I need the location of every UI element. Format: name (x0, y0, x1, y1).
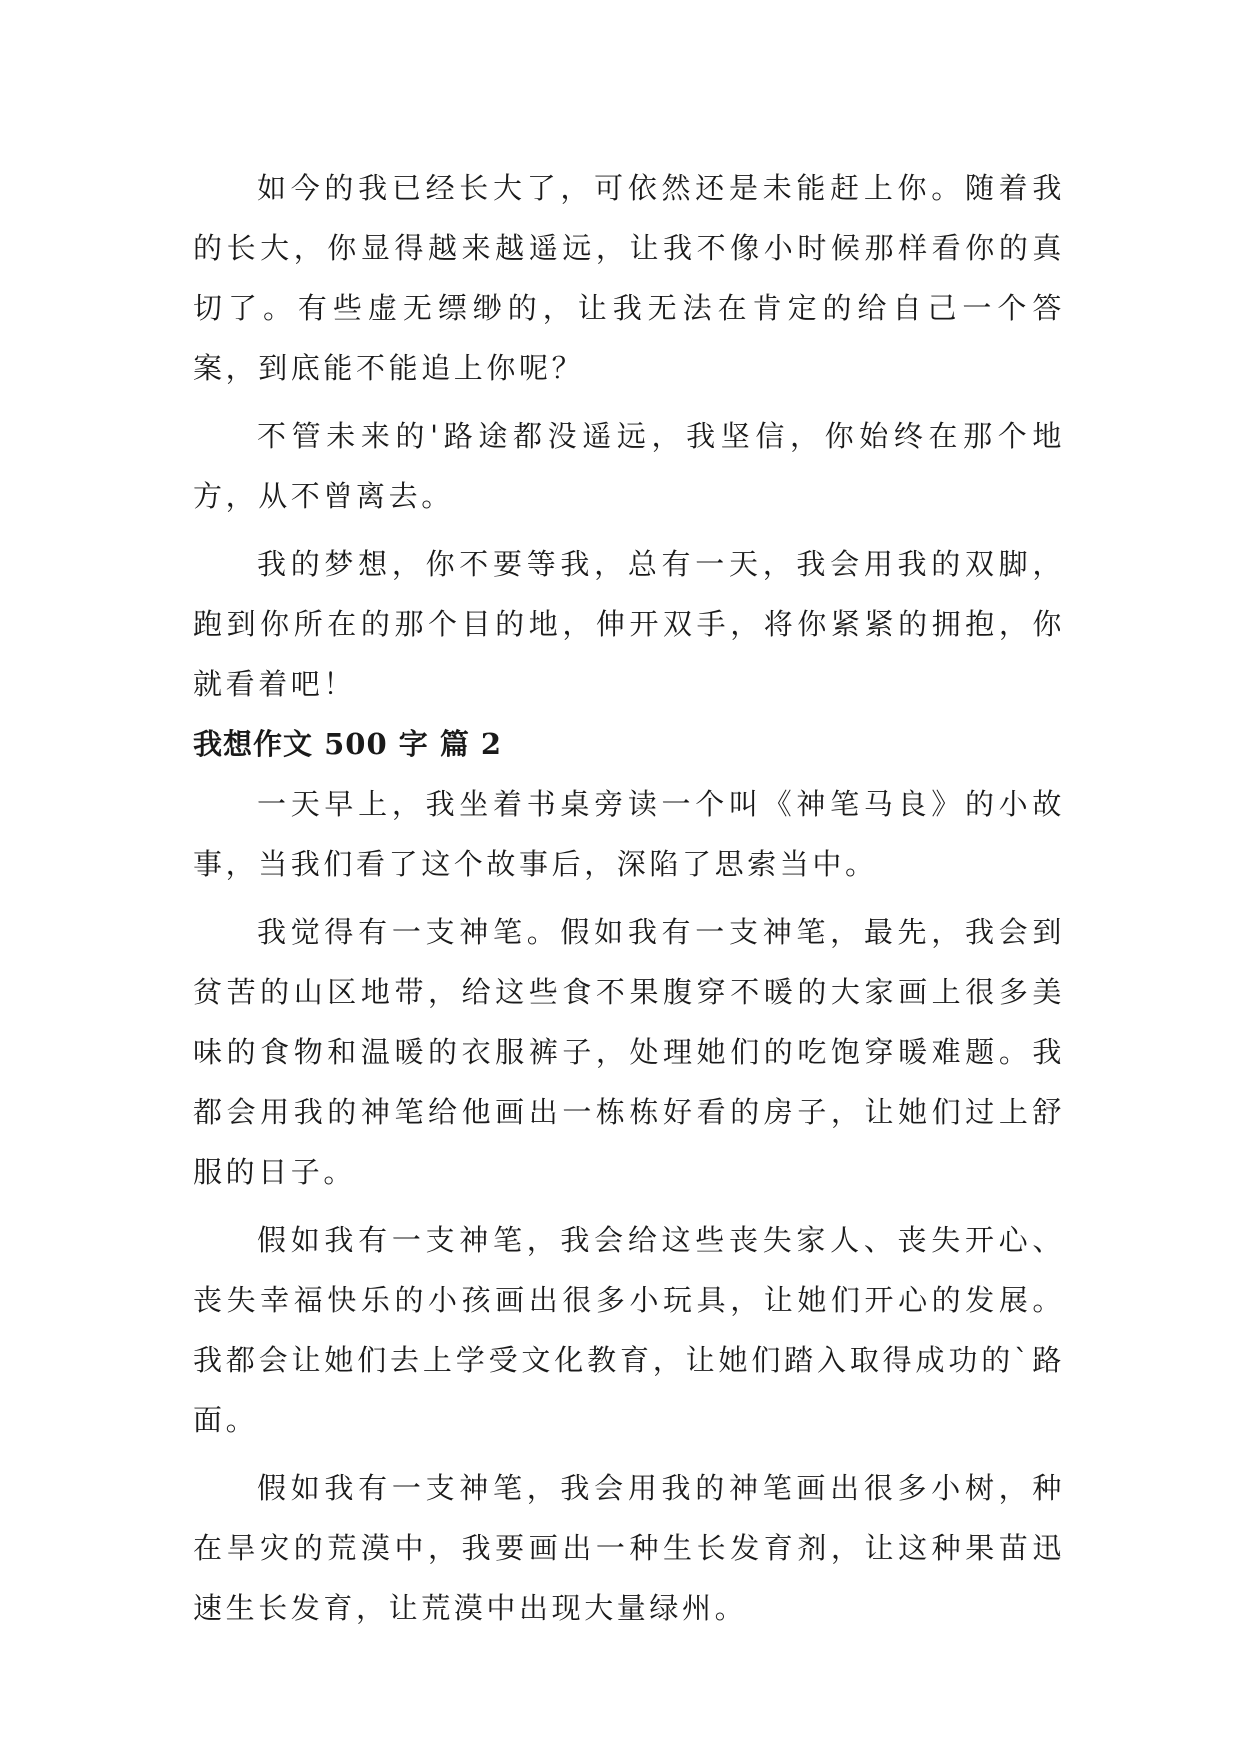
paragraph-7: 假如我有一支神笔，我会用我的神笔画出很多小树，种在旱灾的荒漠中，我要画出一种生长发育剂，让这种果苗迅速生长发育，让荒漠中出现大量绿州。 (193, 1471, 1065, 1625)
document-page (193, 158, 1065, 1638)
section-heading: 我想作文 500 字 篇 2 (193, 727, 503, 761)
paragraph-5: 我觉得有一支神笔。假如我有一支神笔，最先，我会到贫苦的山区地带，给这些食不果腹穿不暖的大家画上很多美味的食物和温暖的衣服裤子，处理她们的吃饱穿暖难题。我都会用我的神笔给他画出一栋栋好看的房子，让她们过上舒服的日子。 (193, 915, 1065, 1189)
paragraph-3: 我的梦想，你不要等我，总有一天，我会用我的双脚，跑到你所在的那个目的地，伸开双手，将你紧紧的拥抱，你就看着吧！ (193, 547, 1065, 701)
paragraph-6: 假如我有一支神笔，我会给这些丧失家人、丧失开心、丧失幸福快乐的小孩画出很多小玩具，让她们开心的发展。我都会让她们去上学受文化教育，让她们踏入取得成功的`路面。 (193, 1223, 1065, 1437)
paragraph-4: 一天早上，我坐着书桌旁读一个叫《神笔马良》的小故事，当我们看了这个故事后，深陷了思索当中。 (193, 787, 1065, 881)
paragraph-1: 如今的我已经长大了，可依然还是未能赶上你。随着我的长大，你显得越来越遥远，让我不像小时候那样看你的真切了。有些虚无缥缈的，让我无法在肯定的给自己一个答案，到底能不能追上你呢？ (193, 171, 1065, 385)
paragraph-2: 不管未来的'路途都没遥远，我坚信，你始终在那个地方，从不曾离去。 (193, 419, 1065, 513)
